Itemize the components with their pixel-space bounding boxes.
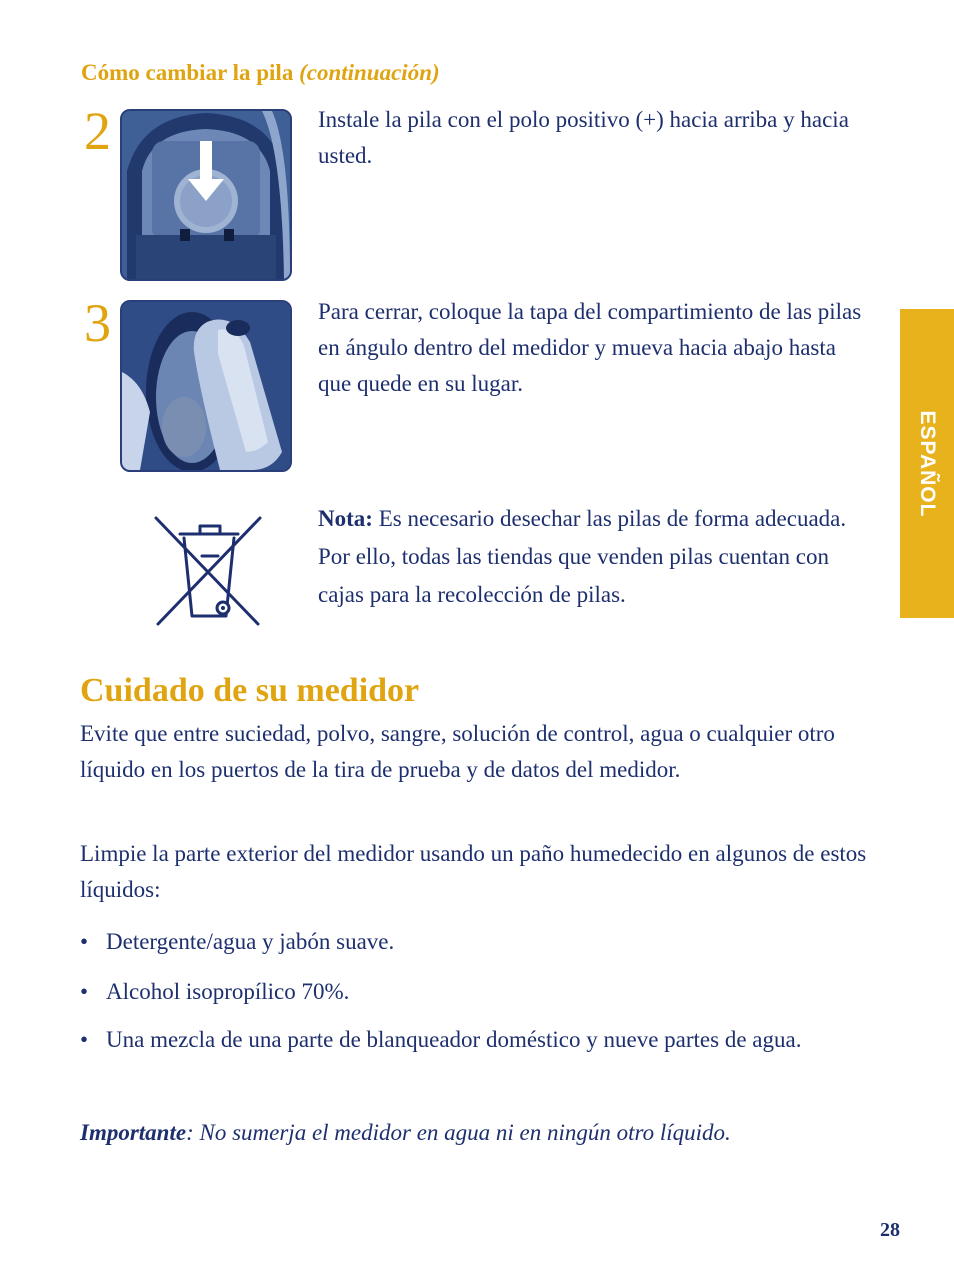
battery-cover-illustration — [122, 302, 290, 470]
language-tab — [900, 309, 954, 618]
step-2-text: Instale la pila con el polo positivo (+) hacia arriba y hacia usted. — [318, 107, 849, 168]
important-text: : No sumerja el medidor en agua ni en ningún otro líquido. — [186, 1120, 731, 1145]
list-item-text: Detergente/agua y jabón suave. — [106, 929, 395, 954]
battery-install-photo — [120, 109, 292, 281]
section-heading-continuation: (continuación) — [299, 60, 440, 85]
list-item — [80, 974, 870, 1010]
important-label: Importante — [80, 1120, 187, 1145]
step-3-text: Para cerrar, coloque la tapa del compartimiento de las pilas en ángulo dentro del medidor y mueva hacia abajo hasta que quede en su lugar. — [318, 299, 862, 396]
step-number-3: 3 — [84, 293, 111, 353]
important-warning — [80, 1115, 880, 1151]
list-item — [80, 924, 870, 960]
battery-install-illustration — [122, 111, 290, 279]
list-item-text: Alcohol isopropílico 70%. — [106, 979, 350, 1004]
page-number: 28 — [880, 1219, 900, 1241]
note-label: Nota: — [318, 506, 373, 531]
list-item-text: Una mezcla de una parte de blanqueador doméstico y nueve partes de agua. — [106, 1027, 802, 1052]
recycling-note — [318, 500, 848, 614]
battery-cover-close-photo — [120, 300, 292, 472]
crossed-bin-icon — [150, 512, 268, 630]
section-heading — [81, 60, 440, 86]
care-section-title: Cuidado de su medidor — [80, 672, 420, 709]
language-tab-label: ESPAÑOL — [916, 410, 939, 517]
list-item — [80, 1022, 870, 1058]
note-text: Es necesario desechar las pilas de forma adecuada. Por ello, todas las tiendas que venden pilas cuentan con cajas para la recolección de pilas. — [318, 506, 847, 607]
section-heading-text: Cómo cambiar la pila — [81, 60, 294, 85]
bullet-dot: • — [80, 1027, 89, 1052]
bullet-dot: • — [80, 979, 89, 1004]
step-number-2: 2 — [84, 101, 111, 161]
care-paragraph-2: Limpie la parte exterior del medidor usando un paño humedecido en algunos de estos líquidos: — [80, 841, 867, 902]
care-paragraph-1: Evite que entre suciedad, polvo, sangre, solución de control, agua o cualquier otro líquido en los puertos de la tira de prueba y de datos del medidor. — [80, 721, 835, 782]
cleaning-liquids-list — [80, 924, 870, 1058]
bullet-dot: • — [80, 929, 89, 954]
